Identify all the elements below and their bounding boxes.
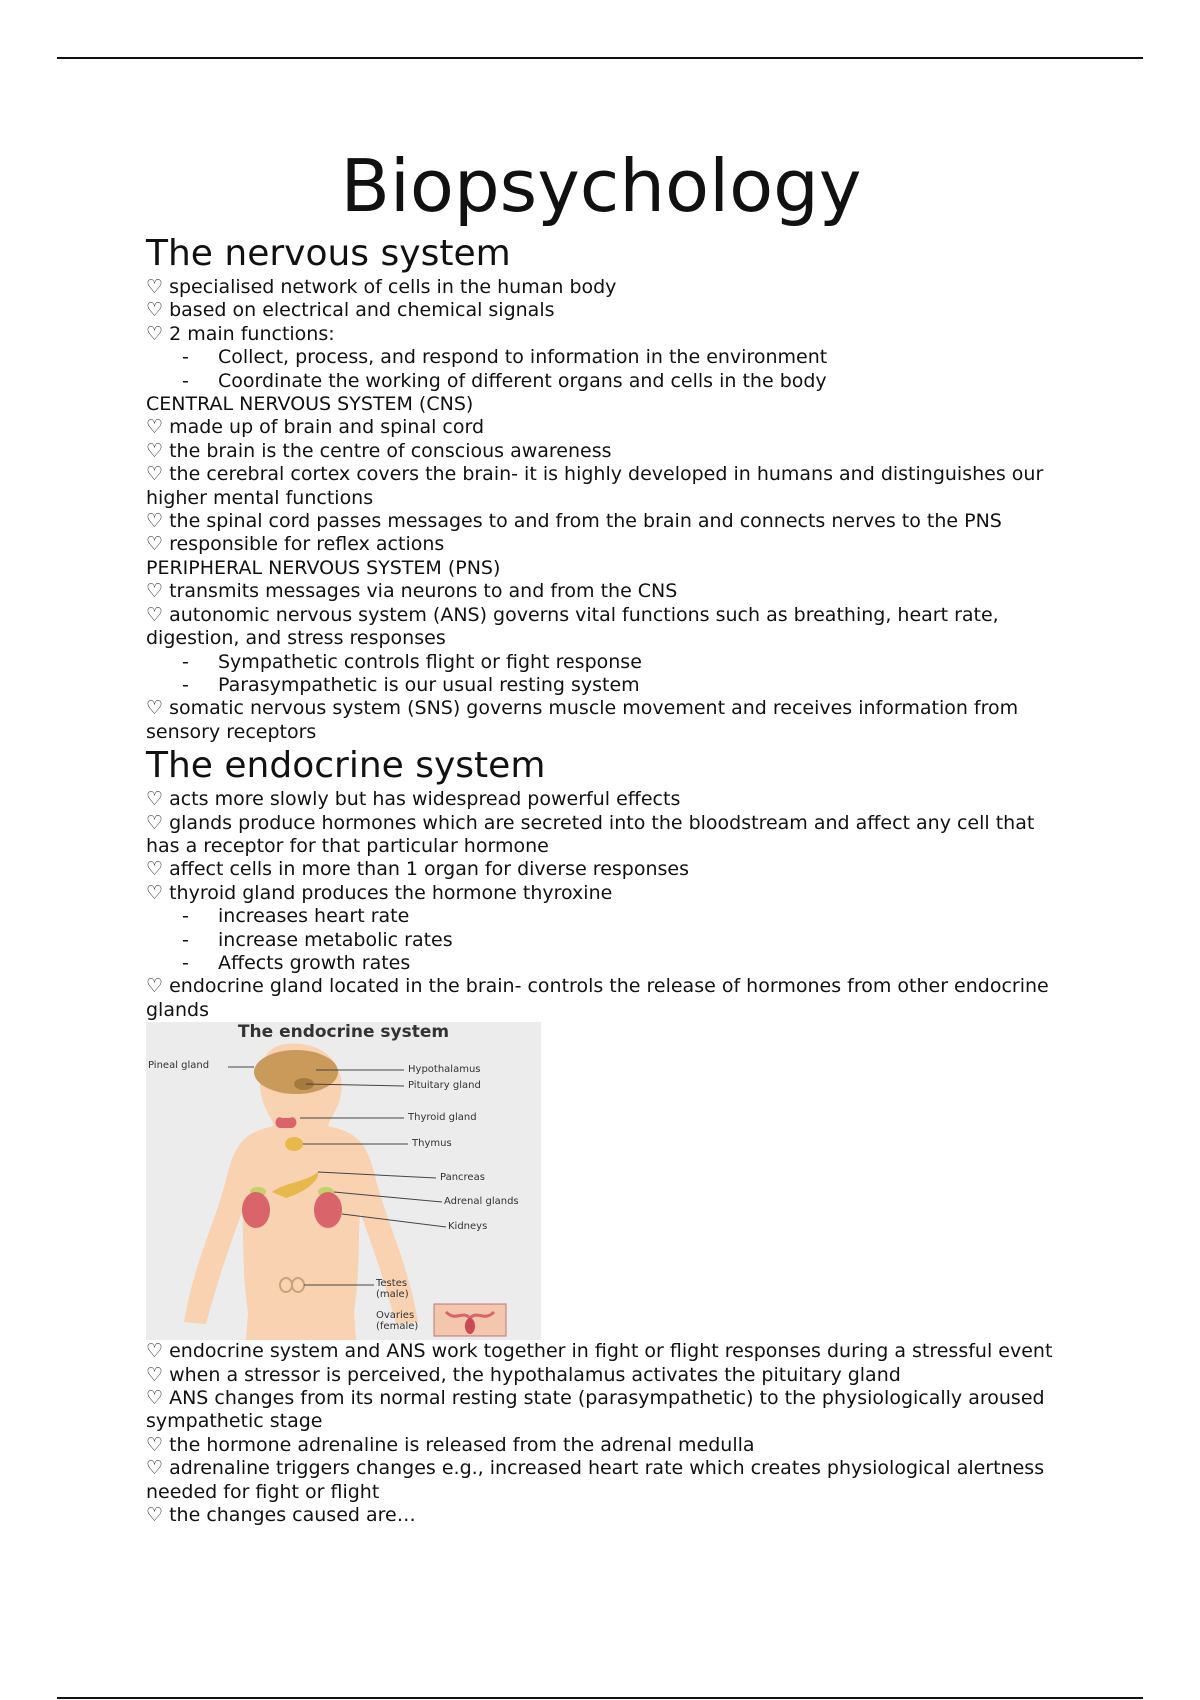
heart-bullet-icon: ♡ [146, 580, 164, 603]
bullet-text: endocrine system and ANS work together in fight or flight responses during a stressful event [169, 1340, 1053, 1363]
dash-marker: - [182, 346, 189, 369]
bullet-text: the hormone adrenaline is released from the adrenal medulla [169, 1433, 755, 1456]
right-kidney-shape [314, 1192, 342, 1228]
section-heading-nervous: The nervous system [146, 233, 511, 274]
dash-marker: - [182, 650, 189, 673]
label-adrenal-glands: Adrenal glands [444, 1196, 519, 1208]
heart-bullet-icon: ♡ [146, 416, 164, 439]
heart-bullet-icon: ♡ [146, 697, 164, 720]
sub-point [146, 346, 1066, 369]
bullet-line [146, 812, 1066, 859]
bullet-text: the changes caused are… [169, 1504, 416, 1527]
bullet-text: affect cells in more than 1 organ for diverse responses [169, 858, 690, 881]
bullet-text: somatic nervous system (SNS) governs muscle movement and receives information from sensory receptors [146, 697, 1019, 743]
label-pancreas: Pancreas [440, 1172, 485, 1184]
sub-point-text: increases heart rate [218, 905, 410, 928]
heart-bullet-icon: ♡ [146, 439, 164, 462]
heart-bullet-icon: ♡ [146, 603, 164, 626]
document-body [146, 140, 1066, 1527]
bullet-text: based on electrical and chemical signals [169, 299, 555, 322]
sub-point-text: Parasympathetic is our usual resting system [218, 673, 640, 696]
bullet-line [146, 604, 1066, 651]
label-pineal-gland: Pineal gland [148, 1060, 210, 1072]
sub-point [146, 370, 1066, 393]
bullet-line [146, 1434, 1066, 1457]
bullet-text: autonomic nervous system (ANS) governs vital functions such as breathing, heart rate, digestion, and stress responses [146, 603, 999, 650]
thymus-shape [285, 1137, 303, 1151]
sub-point [146, 952, 1066, 975]
sub-point [146, 674, 1066, 697]
bullet-text: ANS changes from its normal resting state (parasympathetic) to the physiologically aroused sympathetic stage [146, 1387, 1045, 1433]
bullet-text: the brain is the centre of conscious awareness [169, 439, 612, 462]
sub-point-text: Affects growth rates [218, 951, 411, 974]
bullet-text: thyroid gland produces the hormone thyroxine [169, 881, 613, 904]
bullet-line [146, 463, 1066, 510]
section-nervous-system [146, 276, 1066, 744]
bullet-line [146, 276, 1066, 299]
bullet-line [146, 1364, 1066, 1387]
label-ovaries-note: (female) [376, 1321, 419, 1333]
bullet-line [146, 580, 1066, 603]
bullet-text: 2 main functions: [169, 322, 335, 345]
bullet-line [146, 1457, 1066, 1504]
heart-bullet-icon: ♡ [146, 1387, 164, 1409]
page-title: Biopsychology [340, 144, 862, 228]
bullet-text: acts more slowly but has widespread powerful effects [169, 788, 681, 811]
sub-point-text: increase metabolic rates [218, 928, 453, 951]
bullet-line [146, 858, 1066, 881]
bullet-line [146, 323, 1066, 346]
dash-marker: - [182, 951, 189, 974]
sub-point [146, 651, 1066, 674]
bullet-line [146, 1504, 1066, 1527]
thyroid-shape [276, 1117, 297, 1128]
sub-point [146, 929, 1066, 952]
label-pituitary-gland: Pituitary gland [408, 1080, 481, 1092]
heart-bullet-icon: ♡ [146, 299, 164, 322]
heart-bullet-icon: ♡ [146, 463, 164, 486]
heart-bullet-icon: ♡ [146, 1504, 164, 1527]
bullet-line [146, 533, 1066, 556]
section-heading-endocrine: The endocrine system [146, 745, 546, 787]
bullet-text: when a stressor is perceived, the hypothalamus activates the pituitary gland [169, 1363, 901, 1386]
diagram-title: The endocrine system [237, 1022, 450, 1043]
heart-bullet-icon: ♡ [146, 1433, 164, 1456]
bullet-text: made up of brain and spinal cord [169, 416, 485, 439]
bullet-line [146, 975, 1066, 1022]
subsection-heading: CENTRAL NERVOUS SYSTEM (CNS) [146, 393, 474, 416]
heart-bullet-icon: ♡ [146, 533, 164, 556]
bullet-line [146, 416, 1066, 439]
dash-marker: - [182, 905, 189, 928]
sub-point [146, 905, 1066, 928]
sub-point-text: Coordinate the working of different organs and cells in the body [218, 369, 827, 392]
sub-point-text: Collect, process, and respond to information in the environment [218, 346, 828, 369]
bullet-text: adrenaline triggers changes e.g., increased heart rate which creates physiological alertness needed for fight or flight [146, 1457, 1045, 1503]
label-hypothalamus: Hypothalamus [408, 1064, 481, 1076]
label-kidneys: Kidneys [448, 1221, 488, 1233]
heart-bullet-icon: ♡ [146, 811, 164, 834]
dash-marker: - [182, 673, 189, 696]
dash-marker: - [182, 369, 189, 392]
bullet-line [146, 1387, 1066, 1434]
heart-bullet-icon: ♡ [146, 858, 164, 881]
bullet-text: the spinal cord passes messages to and from the brain and connects nerves to the PNS [169, 510, 1002, 533]
heart-bullet-icon: ♡ [146, 788, 164, 811]
label-thyroid-gland: Thyroid gland [408, 1112, 477, 1124]
bottom-rule [57, 1697, 1143, 1699]
heart-bullet-icon: ♡ [146, 1457, 164, 1480]
heart-bullet-icon: ♡ [146, 276, 164, 298]
heart-bullet-icon: ♡ [146, 1363, 164, 1386]
bullet-line [146, 788, 1066, 811]
top-rule [57, 57, 1143, 59]
heart-bullet-icon: ♡ [146, 510, 164, 533]
bullet-text: the cerebral cortex covers the brain- it is highly developed in humans and distinguishes our higher mental functions [146, 463, 1044, 509]
bullet-line [146, 697, 1066, 744]
sub-point-text: Sympathetic controls flight or fight response [218, 650, 642, 673]
label-testes-note: (male) [376, 1289, 409, 1301]
section-endocrine-continued [146, 1340, 1066, 1527]
bullet-line [146, 299, 1066, 322]
bullet-text: glands produce hormones which are secreted into the bloodstream and affect any cell that has a receptor for that particular hormone [146, 811, 1035, 857]
label-thymus: Thymus [412, 1138, 452, 1150]
left-kidney-shape [242, 1192, 270, 1228]
bullet-text: transmits messages via neurons to and from the CNS [169, 580, 678, 603]
dash-marker: - [182, 928, 189, 951]
bullet-line [146, 510, 1066, 533]
endocrine-diagram [146, 1022, 541, 1340]
label-ovaries: Ovaries [376, 1310, 415, 1322]
bullet-line [146, 882, 1066, 905]
section-endocrine-system [146, 788, 1066, 1022]
bullet-line [146, 1340, 1066, 1363]
heart-bullet-icon: ♡ [146, 1340, 164, 1363]
bullet-text: specialised network of cells in the human body [169, 276, 617, 298]
bullet-text: endocrine gland located in the brain- controls the release of hormones from other endocrine glands [146, 975, 1049, 1021]
subsection-heading: PERIPHERAL NERVOUS SYSTEM (PNS) [146, 556, 501, 579]
heart-bullet-icon: ♡ [146, 881, 164, 904]
label-testes: Testes [376, 1278, 408, 1290]
heart-bullet-icon: ♡ [146, 322, 164, 345]
bullet-text: responsible for reflex actions [169, 533, 445, 556]
bullet-line [146, 440, 1066, 463]
heart-bullet-icon: ♡ [146, 975, 164, 998]
